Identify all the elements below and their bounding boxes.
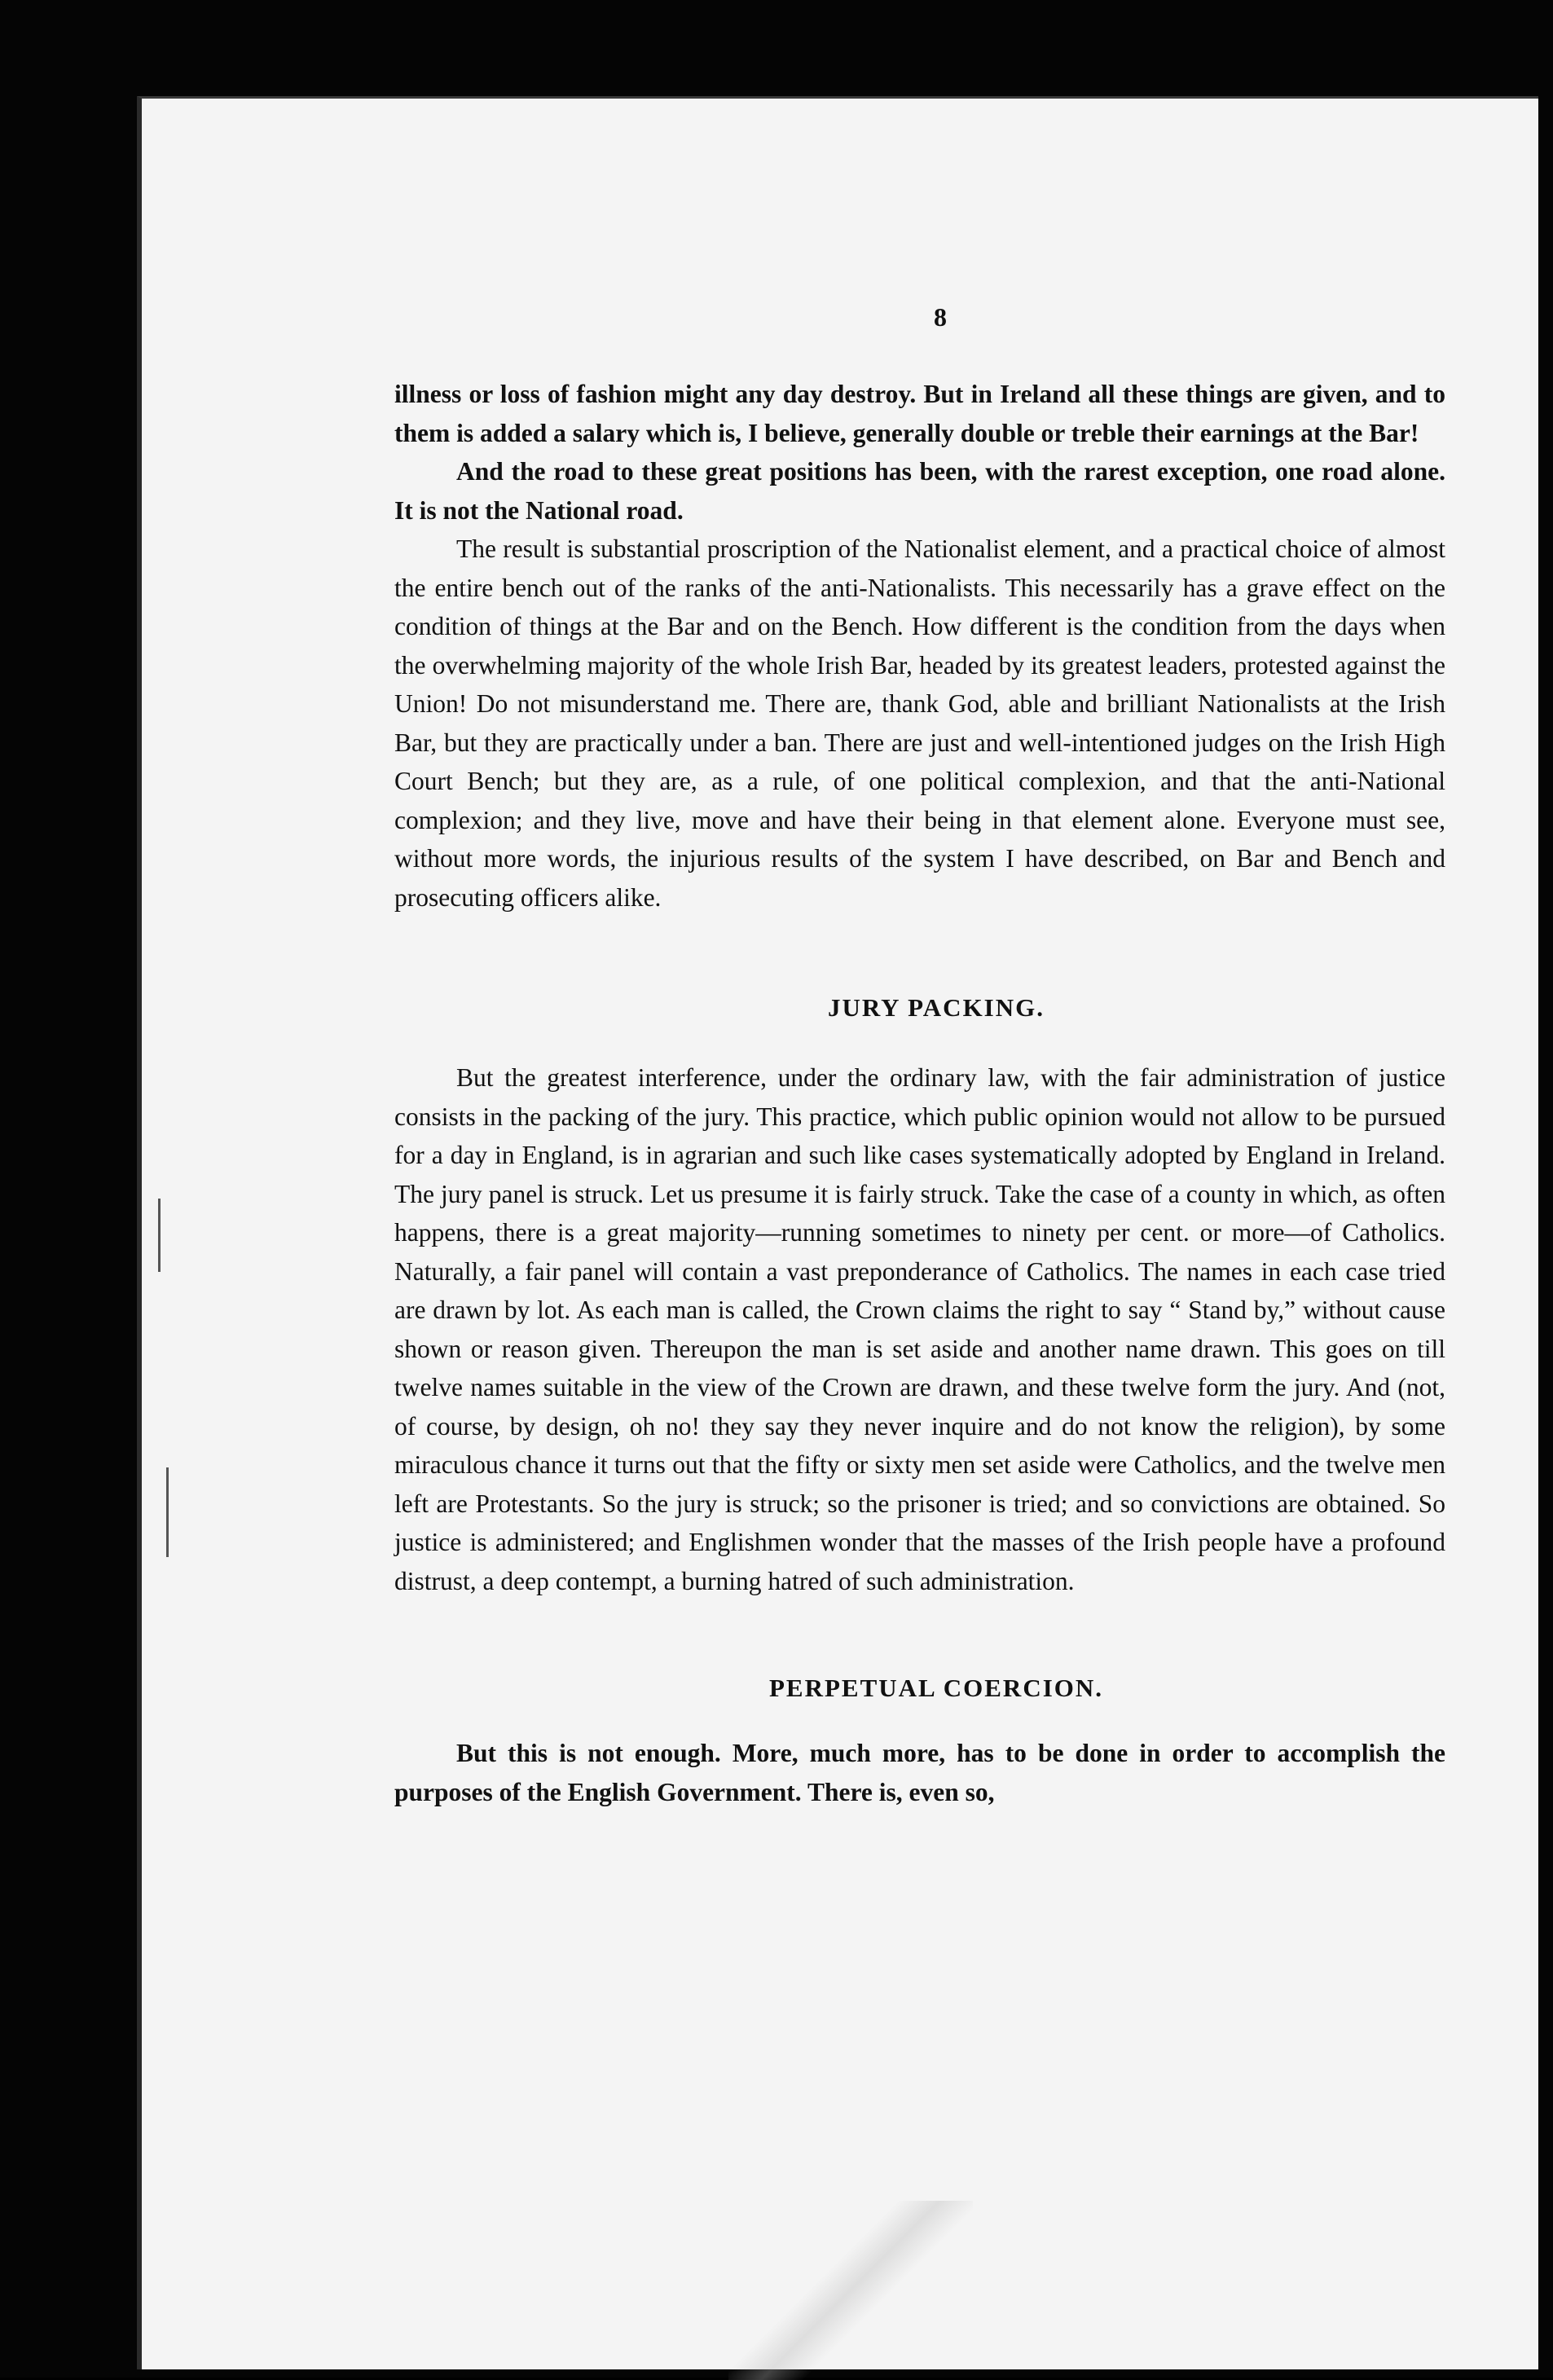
section-heading-jury-packing: JURY PACKING.: [827, 993, 1045, 1022]
page-body: [394, 302, 1445, 1811]
margin-mark: [166, 1467, 169, 1557]
paragraph: illness or loss of fashion might any day destroy. But in Ireland all these things are given, and to them is added a salary which is, I believe, generally double or treble their earnings at the Bar!: [394, 380, 1445, 447]
paragraph: But the greatest interference, under the ordinary law, with the fair administration of justice consists in the packing of the jury. This practice, which public opinion would not allow to be pursued for a day in England, is in agrarian and such like cases systematically adopted by England in Ireland. The jury panel is struck. Let us presume it is fairly struck. Take the case of a county in which, as often happens, there is a great majority—running sometimes to ninety per cent. or more—of Catholics. Naturally, a fair panel will contain a vast preponderance of Catholics. The names in each case tried are drawn by lot. As each man is called, the Crown claims the right to say “ Stand by,” without cause shown or reason given. Thereupon the man is set aside and another name drawn. This goes on till twelve names suitable in the view of the Crown are drawn, and these twelve form the jury. And (not, of course, by design, oh no! they say they never inquire and do not know the religion), by some miraculous chance it turns out that the fifty or sixty men set aside were Catholics, and the twelve men left are Protestants. So the jury is struck; so the prisoner is tried; and so convictions are obtained. So justice is administered; and Englishmen wonder that the masses of the Irish people have a profound distrust, a deep contempt, a burning hatred of such administration.: [394, 1063, 1445, 1595]
document-page: [137, 96, 1538, 2369]
section-heading-perpetual-coercion: PERPETUAL COERCION.: [768, 1674, 1104, 1702]
paragraph: The result is substantial proscription of the Nationalist element, and a practical choice of almost the entire bench out of the ranks of the anti-Nationalists. This necessarily has a grave effect on the condition of things at the Bar and on the Bench. How different is the condition from the days when the overwhelming majority of the whole Irish Bar, headed by its greatest leaders, protested against the Union! Do not misunderstand me. There are, thank God, able and brilliant Nationalists at the Irish Bar, but they are practically under a ban. There are just and well-intentioned judges on the Irish High Court Bench; but they are, as a rule, of one political complexion, and that the anti-National complexion; and they live, move and have their being in that element alone. Everyone must see, without more words, the injurious results of the system I have described, on Bar and Bench and prosecuting officers alike.: [394, 535, 1445, 912]
margin-mark: [158, 1199, 161, 1272]
paper-fold-mark: [728, 2201, 973, 2380]
paragraph: And the road to these great positions has been, with the rarest exception, one road alone. It is not the National road.: [394, 457, 1445, 525]
page-number: 8: [934, 302, 947, 332]
paragraph: But this is not enough. More, much more, has to be done in order to accomplish the purposes of the English Government. There is, even so,: [394, 1739, 1445, 1806]
